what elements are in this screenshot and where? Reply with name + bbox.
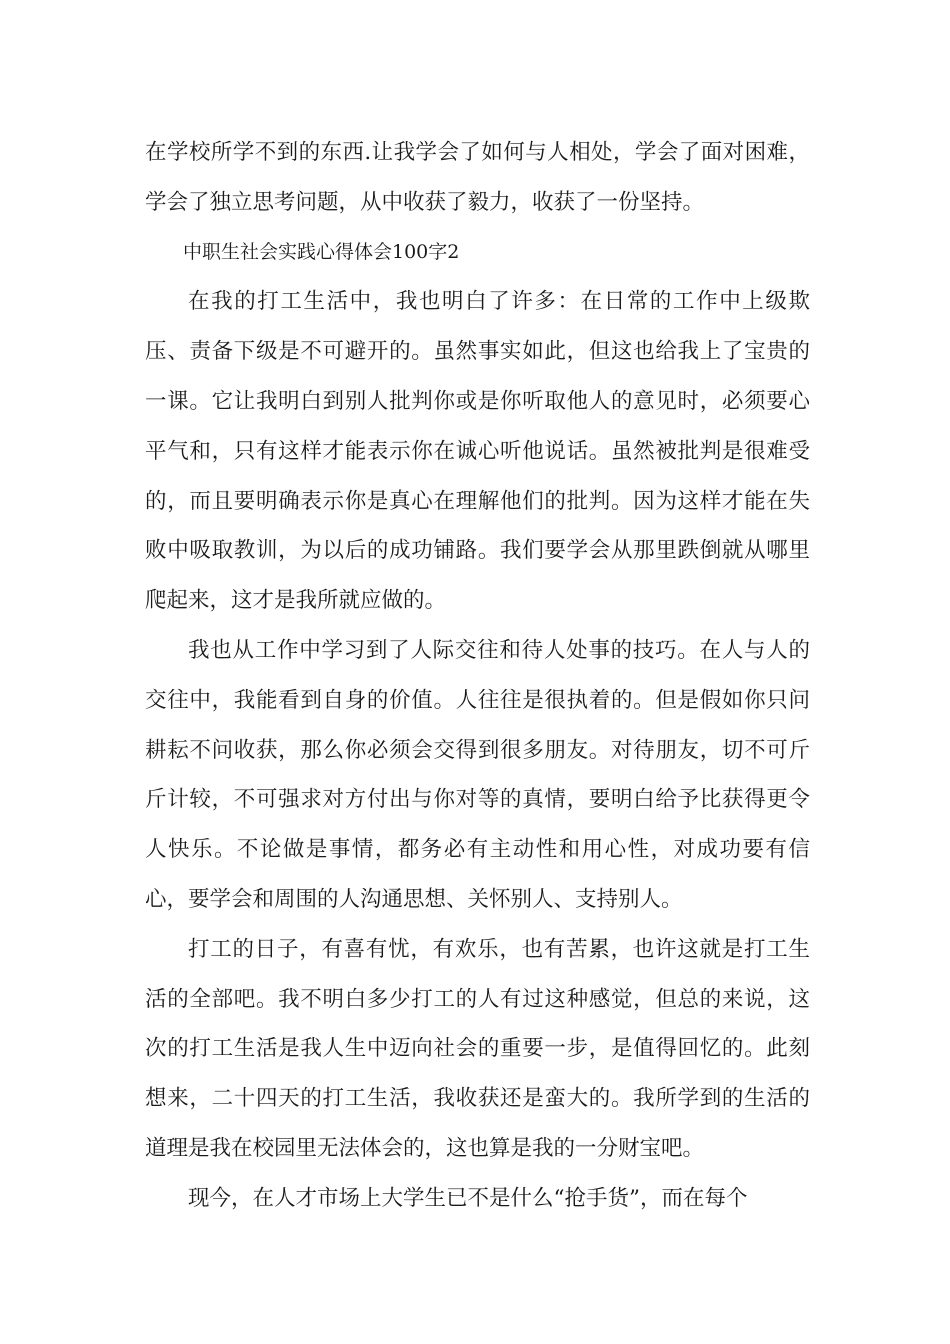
paragraph-continuation: 在学校所学不到的东西.让我学会了如何与人相处，学会了面对困难，学会了独立思考问题，从中收获了毅力，收获了一份坚持。	[145, 140, 810, 215]
paragraph: 打工的日子，有喜有忧，有欢乐，也有苦累，也许这就是打工生活的全部吧。我不明白多少打工的人有过这种感觉，但总的来说，这次的打工生活是我人生中迈向社会的重要一步，是值得回忆的。此刻想来，二十四天的打工生活，我收获还是蛮大的。我所学到的生活的道理是我在校园里无法体会的，这也算是我的一分财宝吧。	[145, 936, 810, 1161]
document-body	[145, 128, 810, 1224]
paragraph: 现今，在人才市场上大学生已不是什么“抢手货”，而在每个	[188, 1185, 748, 1211]
section-heading: 中职生社会实践心得体会100字2	[183, 240, 460, 263]
paragraph: 我也从工作中学习到了人际交往和待人处事的技巧。在人与人的交往中，我能看到自身的价值。人往往是很执着的。但是假如你只问耕耘不问收获，那么你必须会交得到很多朋友。对待朋友，切不可斤斤计较，不可强求对方付出与你对等的真情，要明白给予比获得更令人快乐。不论做是事情，都务必有主动性和用心性，对成功要有信心，要学会和周围的人沟通思想、关怀别人、支持别人。	[145, 637, 810, 912]
paragraph: 在我的打工生活中，我也明白了许多：在日常的工作中上级欺压、责备下级是不可避开的。虽然事实如此，但这也给我上了宝贵的一课。它让我明白到别人批判你或是你听取他人的意见时，必须要心平气和，只有这样才能表示你在诚心听他说话。虽然被批判是很难受的，而且要明确表示你是真心在理解他们的批判。因为这样才能在失败中吸取教训，为以后的成功铺路。我们要学会从那里跌倒就从哪里爬起来，这才是我所就应做的。	[145, 289, 810, 614]
